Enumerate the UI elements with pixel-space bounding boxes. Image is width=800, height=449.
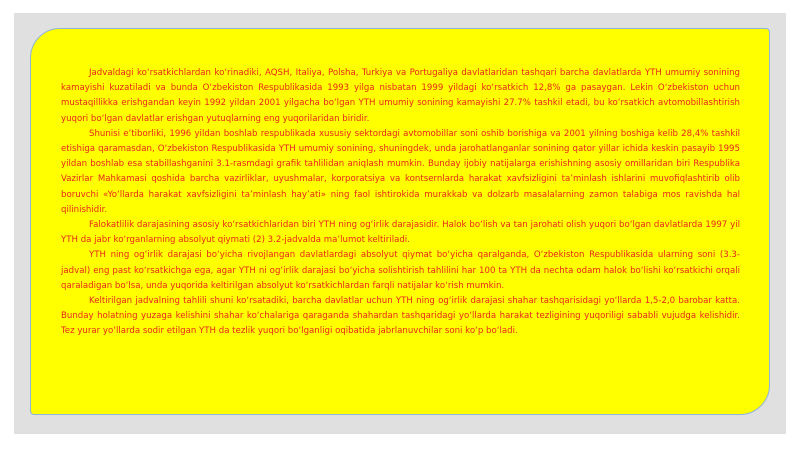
paragraph-2: Shunisi e’tiborliki, 1996 yildan boshlab respublikada xususiy sektordagi avtomobillar soni oshib borishiga va 2001 yilning boshiga kelib 28,4% tashkil etishiga qaramasdan, O‘zbekiston Respublikasida YTH umumiy sonining, shuningdek, unda jarohatlanganlar sonining qator yillar ichida keskin pasayib 1995 yildan boshlab esa stabillashganini 3.1-rasmdagi grafik tahlilidan aniqlash mumkin. Bunday ijobiy natijalarga erishishning asosiy omillaridan biri Respublika Vazirlar Mahkamasi qoshida barcha vazirliklar, uyushmalar, korporatsiya va kontsernlarda harakat xavfsizligini ta’minlash ishlarini muvofiqlashtirib olib boruvchi «Yo‘llarda harakat xavfsizligini ta’minlash hay’ati» ning faol ishtirokida murakkab va dolzarb masalalarning zamon talabiga mos ravishda hal qilinishidir. — [61, 128, 740, 215]
paragraph-1: Jadvaldagi ko‘rsatkichlardan ko‘rinadiki, AQSH, Italiya, Polsha, Turkiya va Portugaliya davlatlaridan tashqari barcha davlatlarda YTH umumiy sonining kamayishi kuzatiladi va bunda O‘zbekiston Respublikasida 1993 yilga nisbatan 1999 yildagi ko‘rsatkich 12,8% ga pasaygan. Lekin O‘zbekiston uchun mustaqillikka erishgandan keyin 1992 yildan 2001 yilgacha bo‘lgan YTH umumiy sonining kamayishi 27.7% tashkil etadi, bu ko‘rsatkich avtomobillashtirish yuqori bo‘lgan davlatlar erishgan yutuqlarning eng yuqorilaridan biridir. — [61, 68, 740, 124]
paragraph-5: Keltirilgan jadvalning tahlili shuni ko‘rsatadiki, barcha davlatlar uchun YTH ning og‘irlik darajasi shahar tashqarisidagi yo‘llarda 1,5-2,0 barobar katta. Bunday holatning yuzaga kelishini shahar ko‘chalariga qaraganda shahardan tashqaridagi yo‘llarda harakat tezligining yuqoriligi sababli vujudga kelishidir. Tez yurar yo‘llarda sodir etilgan YTH da tezlik yuqori bo‘lganligi oqibatida jabrlanuvchilar soni ko‘p bo‘ladi. — [61, 296, 740, 337]
paragraph-3: Falokatlilik darajasining asosiy ko‘rsatkichlaridan biri YTH ning og‘irlik darajasidir. Halok bo‘lish va tan jarohati olish yuqori bo‘lgan davlatlarda 1997 yil YTH da jabr ko‘rganlarning absolyut qiymati (2) 3.2-jadvalda ma’lumot keltiriladi. — [61, 220, 740, 246]
document-body — [61, 66, 740, 340]
paragraph-4: YTH ning og‘irlik darajasi bo‘yicha rivojlangan davlatlardagi absolyut qiymat bo‘yicha qaralganda, O‘zbekiston Respublikasida ularning soni (3.3-jadval) eng past ko‘rsatkichga ega, agar YTH ni og‘irlik darajasi bo‘yicha solishtirish tahlilini har 100 ta YTH da nechta odam halok bo‘lishi ko‘rsatkichi orqali qaraladigan bo‘lsa, unda yuqorida keltirilgan absolyut ko‘rsatkichlardan farqli natijalar ko‘rish mumkin. — [61, 250, 740, 291]
